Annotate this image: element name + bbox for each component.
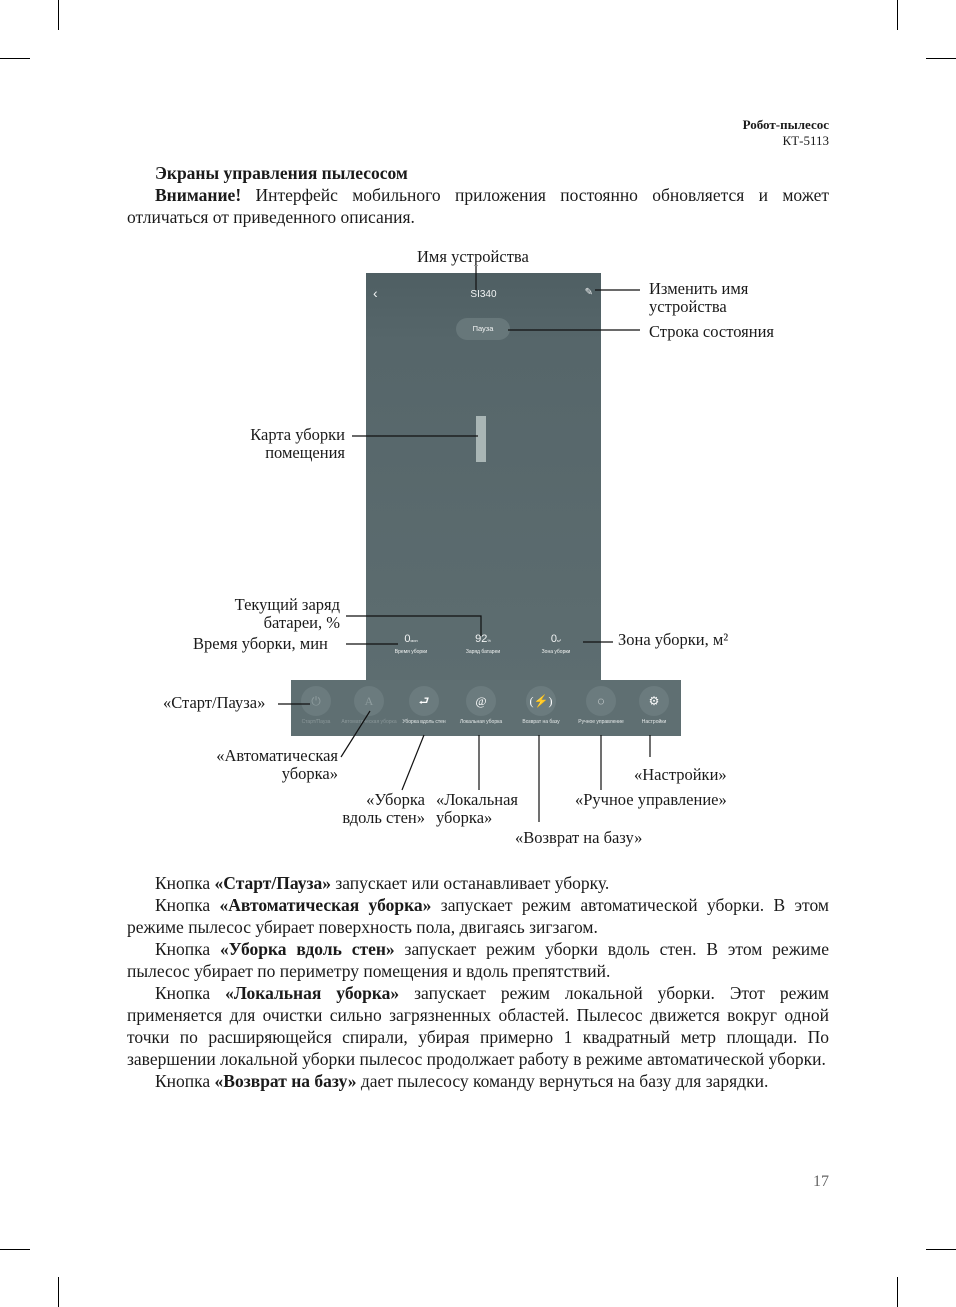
paragraph-start: Кнопка «Старт/Пауза» запускает или останавливает уборку. (155, 873, 610, 893)
back-icon: ‹ (373, 285, 378, 301)
stat-unit: м² (557, 638, 562, 643)
callout-spot: «Локальная уборка» (436, 790, 519, 827)
stat-unit: мин (410, 638, 418, 643)
paragraph-wall: Кнопка «Уборка вдоль стен» запускает режим уборки вдоль стен. В этом режиме пылесос убирает по периметру помещения и вдоль препятствий. (127, 939, 829, 981)
section-title: Экраны управления пылесосом (155, 163, 408, 183)
warning-text: Интерфейс мобильного приложения постоянно обновляется и может отличаться от приведенного описания. (127, 185, 829, 227)
manual-icon: ◌ (586, 686, 616, 716)
callout-battery: Текущий заряд батареи, % (234, 595, 340, 632)
running-header-title: Робот-пылесос (742, 117, 829, 132)
stat-label: Время уборки (394, 649, 428, 655)
callout-start: «Старт/Пауза» (163, 693, 266, 712)
gear-icon: ⚙ (639, 686, 669, 716)
paragraph-spot: Кнопка «Локальная уборка» запускает режим локальной уборки. Этот режим применяется для очистки сильно загрязненных областей. Пылесос движется вокруг одной точки по расширяющейся спирали, убирая примерно 1 квадратный метр площади. По завершении локальной уборки пылесос продолжает работу в режиме автоматической уборки. (127, 983, 829, 1069)
callout-device-name: Имя устройства (417, 247, 529, 266)
button-label: Ручное управление (578, 719, 624, 725)
callout-manual: «Ручное управление» (575, 790, 727, 809)
callout-area: Зона уборки, м² (618, 630, 729, 649)
button-label: Настройки (641, 719, 667, 725)
stat-label: Заряд батареи (465, 649, 501, 655)
button-label: Возврат на базу (522, 719, 560, 725)
callout-auto: «Автоматическая уборка» (216, 746, 338, 783)
stat-value: 0 (404, 633, 411, 645)
callout-rename: Изменить имя устройства (649, 279, 749, 316)
power-icon: ⏻ (301, 686, 331, 716)
stat-value: 0 (550, 633, 558, 645)
status-pill: Пауза (456, 318, 510, 340)
stat-value: 92 (475, 633, 488, 645)
description-text (127, 872, 829, 1092)
running-header-model: КТ-5113 (782, 133, 829, 148)
stat-label: Зона уборки (541, 649, 571, 655)
callout-status: Строка состояния (649, 322, 774, 341)
callout-wall: «Уборка вдоль стен» (342, 790, 425, 827)
paragraph-dock: Кнопка «Возврат на базу» дает пылесосу команду вернуться на базу для зарядки. (155, 1071, 769, 1091)
wall-icon: ⮐ (409, 686, 439, 716)
spiral-icon: @ (466, 686, 496, 716)
button-label: Уборка вдоль стен (402, 719, 446, 725)
callout-dock: «Возврат на базу» (515, 828, 643, 847)
auto-icon: A (354, 686, 384, 716)
paragraph-auto: Кнопка «Автоматическая уборка» запускает режим автоматической уборки. В этом режиме пылесос убирает поверхность пола, двигаясь зигзагом. (127, 895, 829, 937)
callout-settings: «Настройки» (634, 765, 727, 784)
page-number: 17 (813, 1173, 829, 1190)
warning-label: Внимание! (155, 185, 242, 205)
button-label: Старт/Пауза (301, 719, 331, 725)
stat-unit: % (487, 638, 491, 643)
callout-time: Время уборки, мин (193, 634, 328, 653)
device-name: SI340 (470, 289, 497, 300)
button-label: Локальная уборка (459, 719, 503, 725)
button-label: Автоматическая уборка (341, 719, 397, 725)
callout-map: Карта уборки помещения (250, 425, 345, 462)
edit-icon: ✎ (584, 287, 593, 298)
dock-icon: (⚡) (526, 686, 556, 716)
